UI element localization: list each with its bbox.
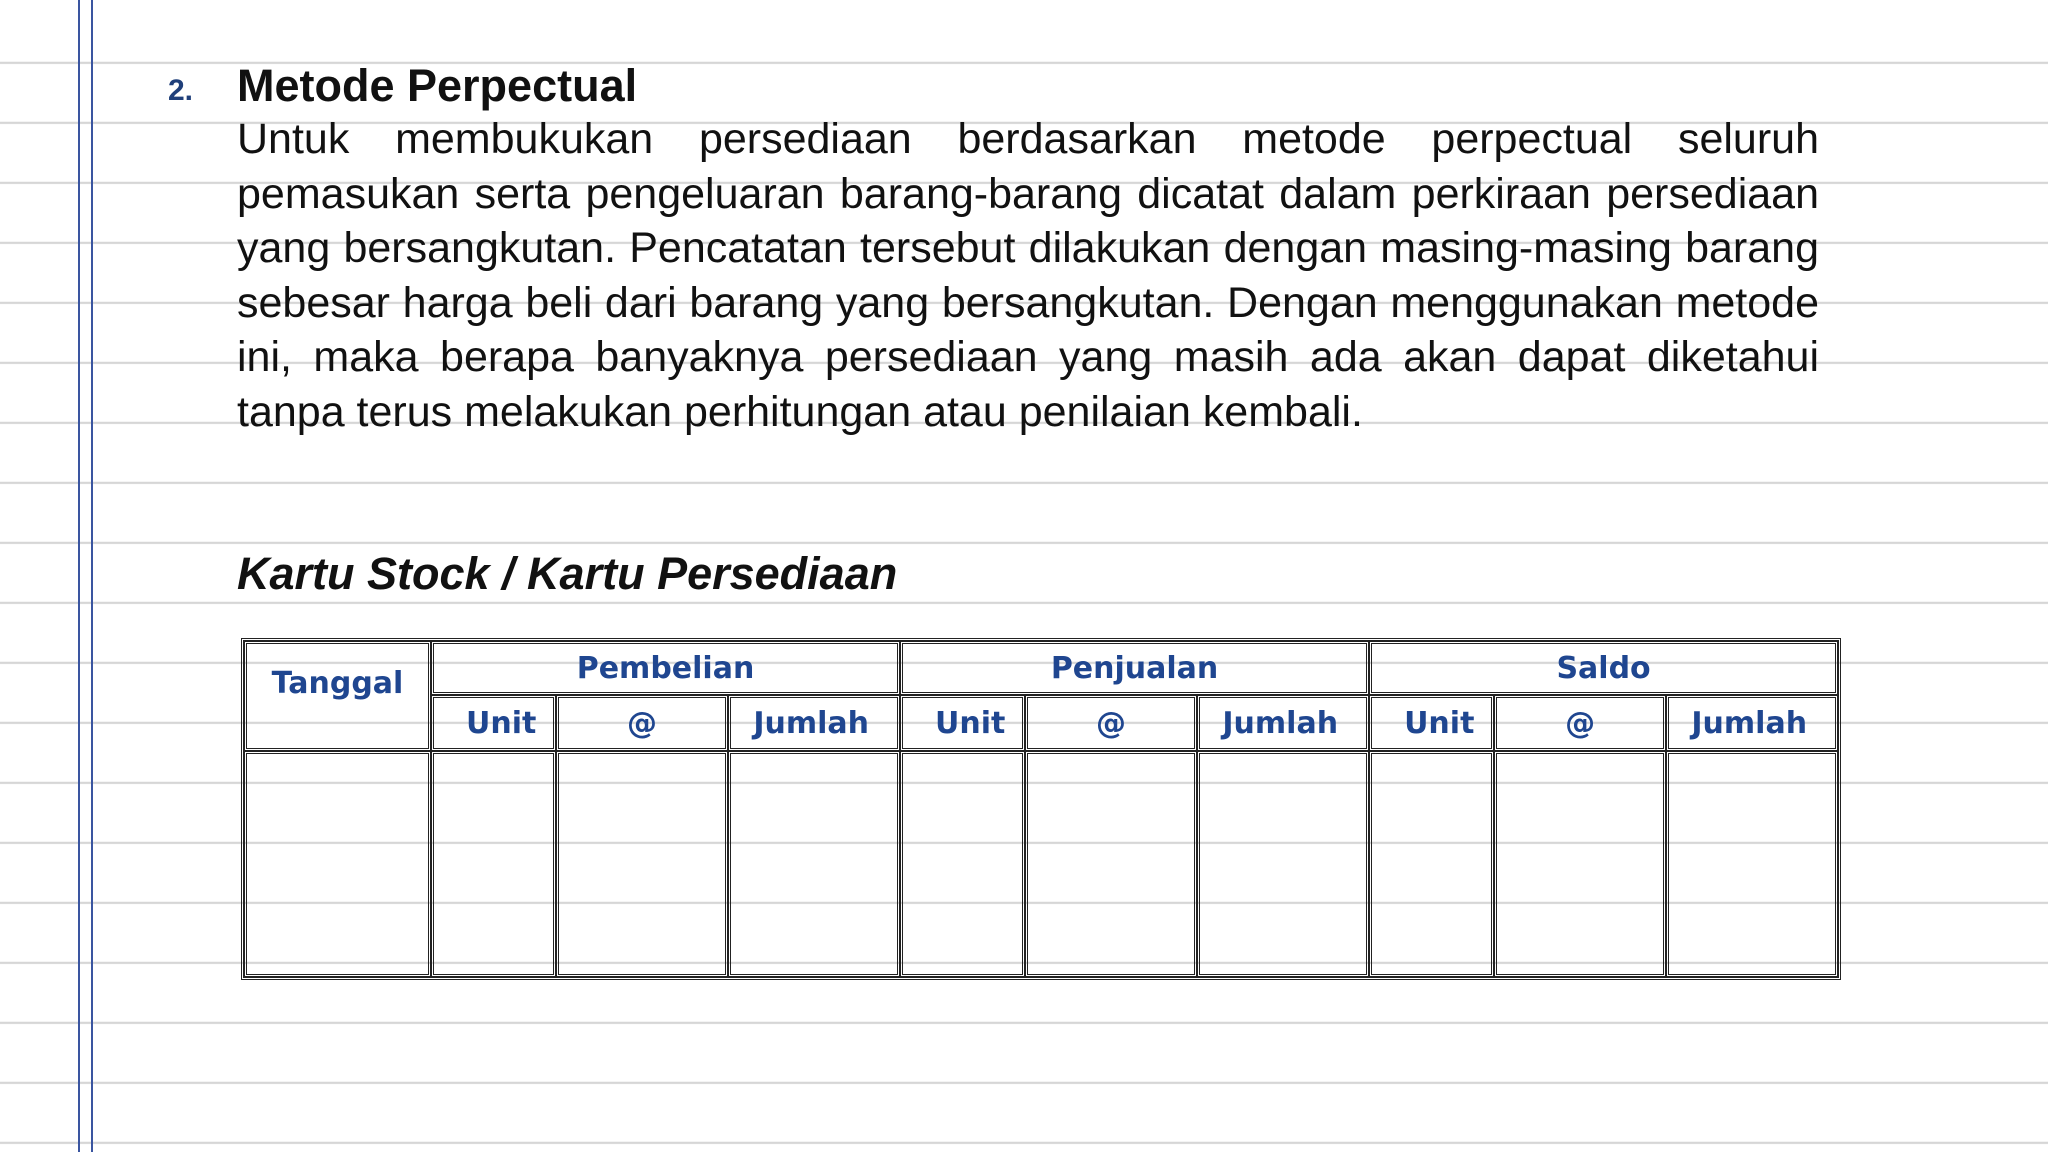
table-cell [556, 751, 728, 977]
table-cell-tanggal [244, 751, 431, 977]
header-group-pembelian: Pembelian [431, 641, 900, 695]
table-header-row-columns [244, 695, 1838, 751]
stock-card-heading: Kartu Stock / Kartu Persediaan [237, 548, 898, 599]
table-header-row-groups [244, 641, 1838, 695]
header-tanggal: Tanggal [244, 641, 431, 751]
header-saldo-price: @ [1494, 695, 1666, 751]
margin-line-left [78, 0, 80, 1152]
table-cell [728, 751, 900, 977]
table-cell [1197, 751, 1369, 977]
table-cell [1369, 751, 1494, 977]
margin-line-right [91, 0, 93, 1152]
table-cell [1025, 751, 1197, 977]
table-cell [900, 751, 1025, 977]
header-penjualan-price: @ [1025, 695, 1197, 751]
section-number: 2. [168, 74, 194, 107]
table-cell [1666, 751, 1838, 977]
section-paragraph: Untuk membukukan persediaan berdasarkan metode perpectual seluruh pemasukan serta pengeluaran barang-barang dicatat dalam perkiraan persediaan yang bersangkutan. Pencatatan tersebut dilakukan dengan masing-masing barang sebesar harga beli dari barang yang bersangkutan. Dengan menggunakan metode ini, maka berapa banyaknya persediaan yang masih ada akan dapat diketahui tanpa terus melakukan perhitungan atau penilaian kembali. [237, 115, 1819, 436]
header-pembelian-price: @ [556, 695, 728, 751]
header-saldo-jumlah: Jumlah [1666, 695, 1838, 751]
table-row [244, 751, 1838, 977]
section-body [237, 60, 1819, 439]
header-group-penjualan: Penjualan [900, 641, 1369, 695]
header-pembelian-jumlah: Jumlah [728, 695, 900, 751]
header-penjualan-unit: Unit [900, 695, 1025, 751]
header-group-saldo: Saldo [1369, 641, 1838, 695]
section-title: Metode Perpectual [237, 60, 638, 111]
header-saldo-unit: Unit [1369, 695, 1494, 751]
header-penjualan-jumlah: Jumlah [1197, 695, 1369, 751]
table-cell [431, 751, 556, 977]
header-pembelian-unit: Unit [431, 695, 556, 751]
stock-card-table [241, 638, 1841, 980]
table-cell [1494, 751, 1666, 977]
